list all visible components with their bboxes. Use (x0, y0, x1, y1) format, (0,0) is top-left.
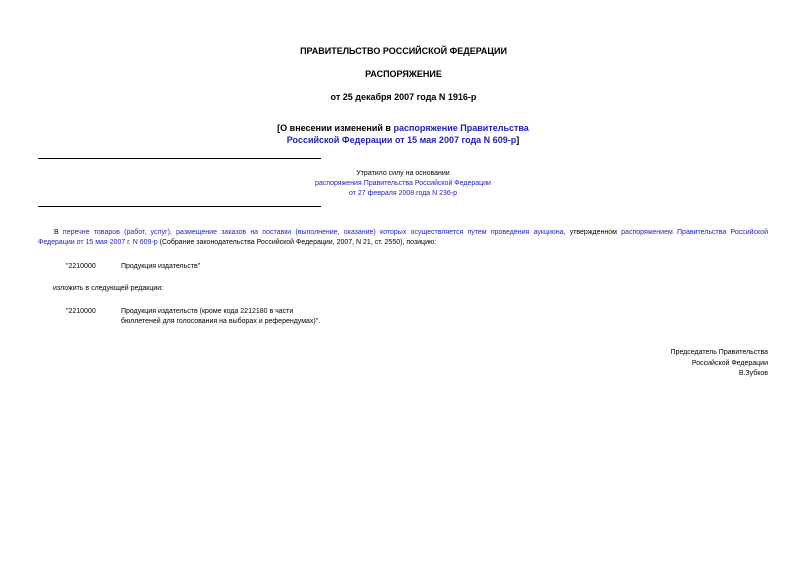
instruction-text: изложить в следующей редакции: (53, 285, 164, 292)
document-type-heading: РАСПОРЯЖЕНИЕ (365, 69, 442, 79)
repeal-status (252, 169, 554, 199)
main-paragraph-line2 (38, 238, 768, 248)
status-line1: Утратило силу на основании (356, 170, 450, 177)
subject-link-line2[interactable]: Российской Федерации от 15 мая 2007 года N 609-р (286, 135, 517, 145)
item1-text: Продукция издательств" (121, 263, 201, 270)
signatory-name: В.Зубков (738, 370, 768, 377)
p1-start: В (54, 229, 63, 236)
bottom-divider (38, 206, 321, 207)
item2-text-line1: Продукция издательств (кроме кода 2212180 в части (121, 308, 294, 315)
status-link-line3[interactable]: от 27 февраля 2008 года N 236-р (348, 190, 458, 197)
subject-suffix: ] (516, 135, 520, 145)
main-paragraph-line1 (38, 228, 768, 238)
top-divider (38, 158, 321, 159)
item2-text-line2: бюллетеней для голосования на выборах и референдумах)". (121, 318, 321, 325)
signature-block (560, 348, 768, 380)
signature-title-line1: Председатель Правительства (670, 349, 768, 356)
decree-609-link-part1[interactable]: распоряжением Правительства Российской (621, 229, 768, 236)
government-heading: ПРАВИТЕЛЬСТВО РОССИЙСКОЙ ФЕДЕРАЦИИ (300, 46, 507, 56)
document-date-number: от 25 декабря 2007 года N 1916-р (330, 92, 477, 102)
main-paragraph (38, 228, 768, 248)
goods-list-link[interactable]: перечне товаров (работ, услуг), размещение заказов на поставки (выполнение, оказание) которых осуществляется путем проведения аукциона (62, 229, 564, 236)
item1-code: "2210000 (66, 263, 96, 270)
p1-end: (Собрание законодательства Российской Федерации, 2007, N 21, ст. 2550), позицию: (157, 239, 437, 246)
item2-code: "2210000 (66, 308, 96, 315)
decree-609-link-part2[interactable]: Федерации от 15 мая 2007 г. N 609-р (38, 239, 158, 246)
document-subject (250, 122, 556, 146)
status-link-line2[interactable]: распоряжения Правительства Российской Федерации (315, 180, 491, 187)
p1-mid: , утвержденном (563, 229, 622, 236)
subject-link-line1[interactable]: распоряжение Правительства (393, 123, 529, 133)
signature-title-line2: Российской Федерации (691, 359, 768, 367)
subject-prefix: [О внесении изменений в (277, 123, 394, 133)
item2-text (121, 307, 320, 327)
